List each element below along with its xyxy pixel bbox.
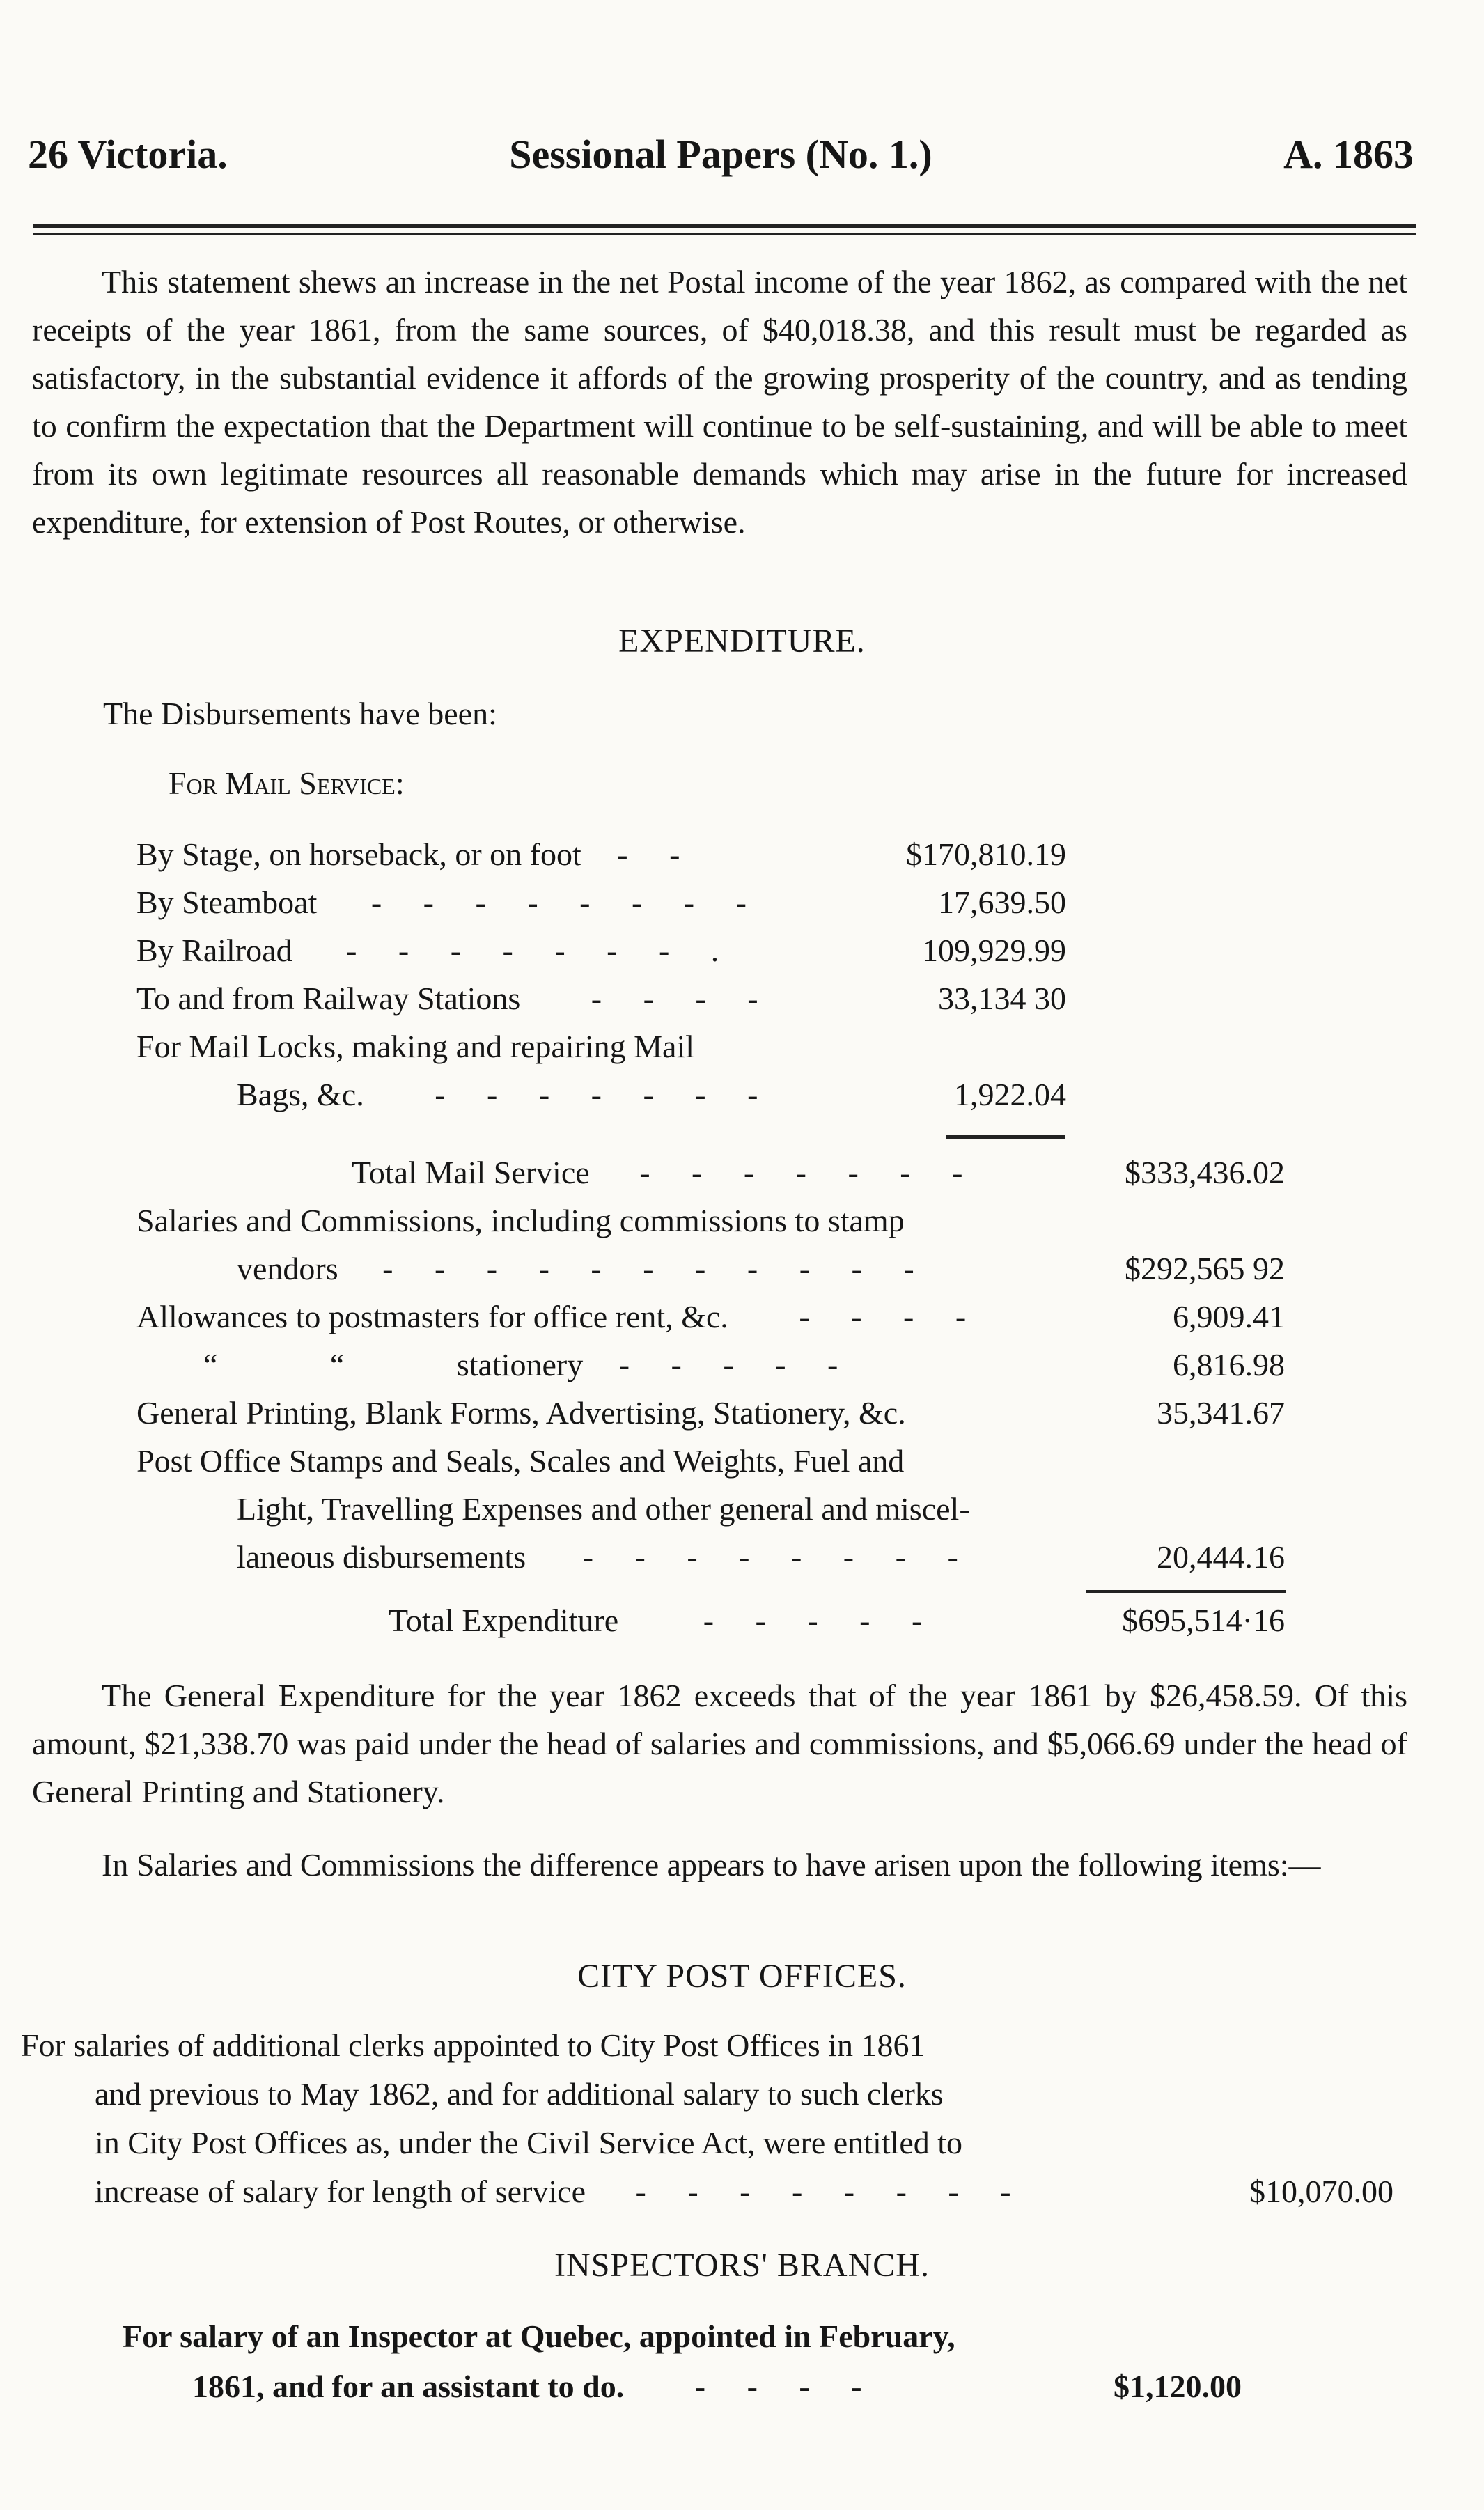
mail-item-label: By Railroad	[136, 933, 292, 968]
other-item-label: Post Office Stamps and Seals, Scales and Weights, Fuel and	[136, 1443, 905, 1479]
total-rule	[1086, 1590, 1286, 1593]
header-year: A. 1863	[1283, 132, 1414, 177]
salaries-paragraph	[32, 1841, 1407, 1889]
mail-item-label: For Mail Locks, making and repairing Mail	[136, 1029, 695, 1064]
other-item-label: Light, Travelling Expenses and other general and miscel-	[237, 1491, 970, 1527]
mail-item-stage	[136, 836, 696, 873]
leader-dots: - - - - - - - - - - -	[382, 1251, 931, 1286]
total-expenditure	[389, 1602, 939, 1639]
other-item-amount: 35,341.67	[1157, 1395, 1285, 1431]
other-item-label: General Printing, Blank Forms, Advertising, Stationery, &c.	[136, 1395, 906, 1431]
mail-service-heading: For Mail Service:	[169, 765, 405, 801]
city-line-text: increase of salary for length of service	[95, 2174, 586, 2209]
mail-item-label: By Steamboat	[136, 884, 318, 920]
leader-dots: - - - - - - -	[435, 1077, 775, 1112]
city-line-1: For salaries of additional clerks appointed to City Post Offices in 1861	[21, 2027, 925, 2063]
other-item-label: Allowances to postmasters for office rent, &c.	[136, 1299, 728, 1334]
other-item-label: Salaries and Commissions, including commissions to stamp	[136, 1203, 905, 1238]
other-item-office-rent	[136, 1298, 983, 1335]
other-item-label: vendors	[237, 1251, 338, 1286]
other-item-printing	[136, 1394, 906, 1431]
mail-item-amount: 1,922.04	[954, 1077, 1066, 1112]
mail-item-label: To and from Railway Stations	[136, 981, 521, 1016]
intro-paragraph	[32, 258, 1407, 546]
salaries-paragraph-text: In Salaries and Commissions the difference appears to have arisen upon the following items:—	[102, 1847, 1321, 1883]
other-item-stamps	[136, 1442, 904, 1479]
total-mail-label: Total Mail Service	[352, 1155, 590, 1190]
other-item-amount: $292,565 92	[1125, 1251, 1285, 1286]
mail-item-label: Bags, &c.	[237, 1077, 364, 1112]
mail-item-amount: 17,639.50	[938, 884, 1066, 920]
leader-dots: - - - - - - - -	[582, 1539, 975, 1575]
mail-item-amount: 33,134 30	[938, 981, 1066, 1016]
other-item-amount: 6,816.98	[1173, 1347, 1285, 1382]
leader-dots: - - - -	[799, 1299, 983, 1334]
page-header	[28, 131, 1414, 187]
mail-item-bags	[237, 1076, 774, 1113]
inspectors-amount: $1,120.00	[1114, 2369, 1242, 2404]
general-expenditure-paragraph	[32, 1671, 1407, 1816]
leader-dots: - - - - - - - .	[346, 933, 736, 968]
leader-dots: - - - - - - -	[639, 1155, 980, 1190]
header-rule-top	[33, 224, 1416, 228]
total-expenditure-label: Total Expenditure	[389, 1603, 619, 1638]
header-title: Sessional Papers (No. 1.)	[509, 132, 932, 177]
mail-item-steamboat	[136, 884, 763, 921]
mail-item-label: By Stage, on horseback, or on foot	[136, 836, 581, 872]
subtotal-rule	[946, 1135, 1065, 1139]
inspectors-line-1: For salary of an Inspector at Quebec, appointed in February,	[123, 2318, 955, 2354]
other-item-miscellaneous	[237, 1538, 975, 1575]
city-line-3: in City Post Offices as, under the Civil Service Act, were entitled to	[95, 2125, 963, 2160]
inspectors-line-2	[192, 2368, 879, 2405]
city-line-4	[95, 2173, 1028, 2210]
city-post-offices-heading: CITY POST OFFICES.	[577, 1958, 907, 1995]
header-session: 26 Victoria.	[28, 132, 228, 177]
other-item-label: laneous disbursements	[237, 1539, 526, 1575]
mail-item-locks	[136, 1028, 694, 1065]
leader-dots: - -	[617, 836, 697, 872]
leader-dots: - - - -	[694, 2369, 879, 2404]
inspectors-line-text: 1861, and for an assistant to do.	[192, 2369, 625, 2404]
other-item-label: “ “ stationery	[203, 1347, 584, 1382]
total-mail-amount: $333,436.02	[1125, 1155, 1285, 1190]
disbursements-intro: The Disbursements have been:	[103, 696, 497, 731]
expenditure-heading: EXPENDITURE.	[618, 623, 866, 660]
other-item-amount: 20,444.16	[1157, 1539, 1285, 1575]
city-line-2: and previous to May 1862, and for additional salary to such clerks	[95, 2076, 944, 2112]
leader-dots: - - - - -	[703, 1603, 939, 1638]
leader-dots: - - - - - - - -	[635, 2174, 1028, 2209]
mail-item-amount: 109,929.99	[922, 933, 1066, 968]
leader-dots: - - - - - - - -	[370, 884, 763, 920]
total-mail-service	[352, 1154, 979, 1191]
other-item-vendors	[237, 1250, 931, 1287]
header-rule-bottom	[33, 233, 1416, 235]
mail-item-amount: $170,810.19	[906, 836, 1066, 872]
total-expenditure-amount: $695,514·16	[1122, 1603, 1285, 1638]
other-item-travelling	[237, 1490, 970, 1527]
leader-dots: - - - - -	[618, 1347, 855, 1382]
general-paragraph-text: The General Expenditure for the year 1862 exceeds that of the year 1861 by $26,458.59. Of this amount, $21,338.70 was paid under the head of salaries and commissions, and $5,066.69 under the head of General Printing and Stationery.	[32, 1678, 1407, 1809]
other-item-amount: 6,909.41	[1173, 1299, 1285, 1334]
mail-item-railway-stations	[136, 980, 775, 1017]
inspectors-branch-heading: INSPECTORS' BRANCH.	[554, 2247, 930, 2284]
intro-paragraph-text: This statement shews an increase in the net Postal income of the year 1862, as compared with the net receipts of the year 1861, from the same sources, of $40,018.38, and this result must be regarded as satisfactory, in the substantial evidence it affords of the growing prosperity of the country, and as tending to confirm the expectation that the Department will continue to be self-sustaining, and will be able to meet from its own legitimate resources all reasonable demands which may arise in the future for increased expenditure, for extension of Post Routes, or otherwise.	[32, 264, 1407, 540]
other-item-stationery	[203, 1346, 854, 1383]
leader-dots: - - - -	[591, 981, 775, 1016]
other-item-salaries	[136, 1202, 905, 1239]
city-amount: $10,070.00	[1249, 2174, 1393, 2209]
mail-item-railroad	[136, 932, 735, 969]
